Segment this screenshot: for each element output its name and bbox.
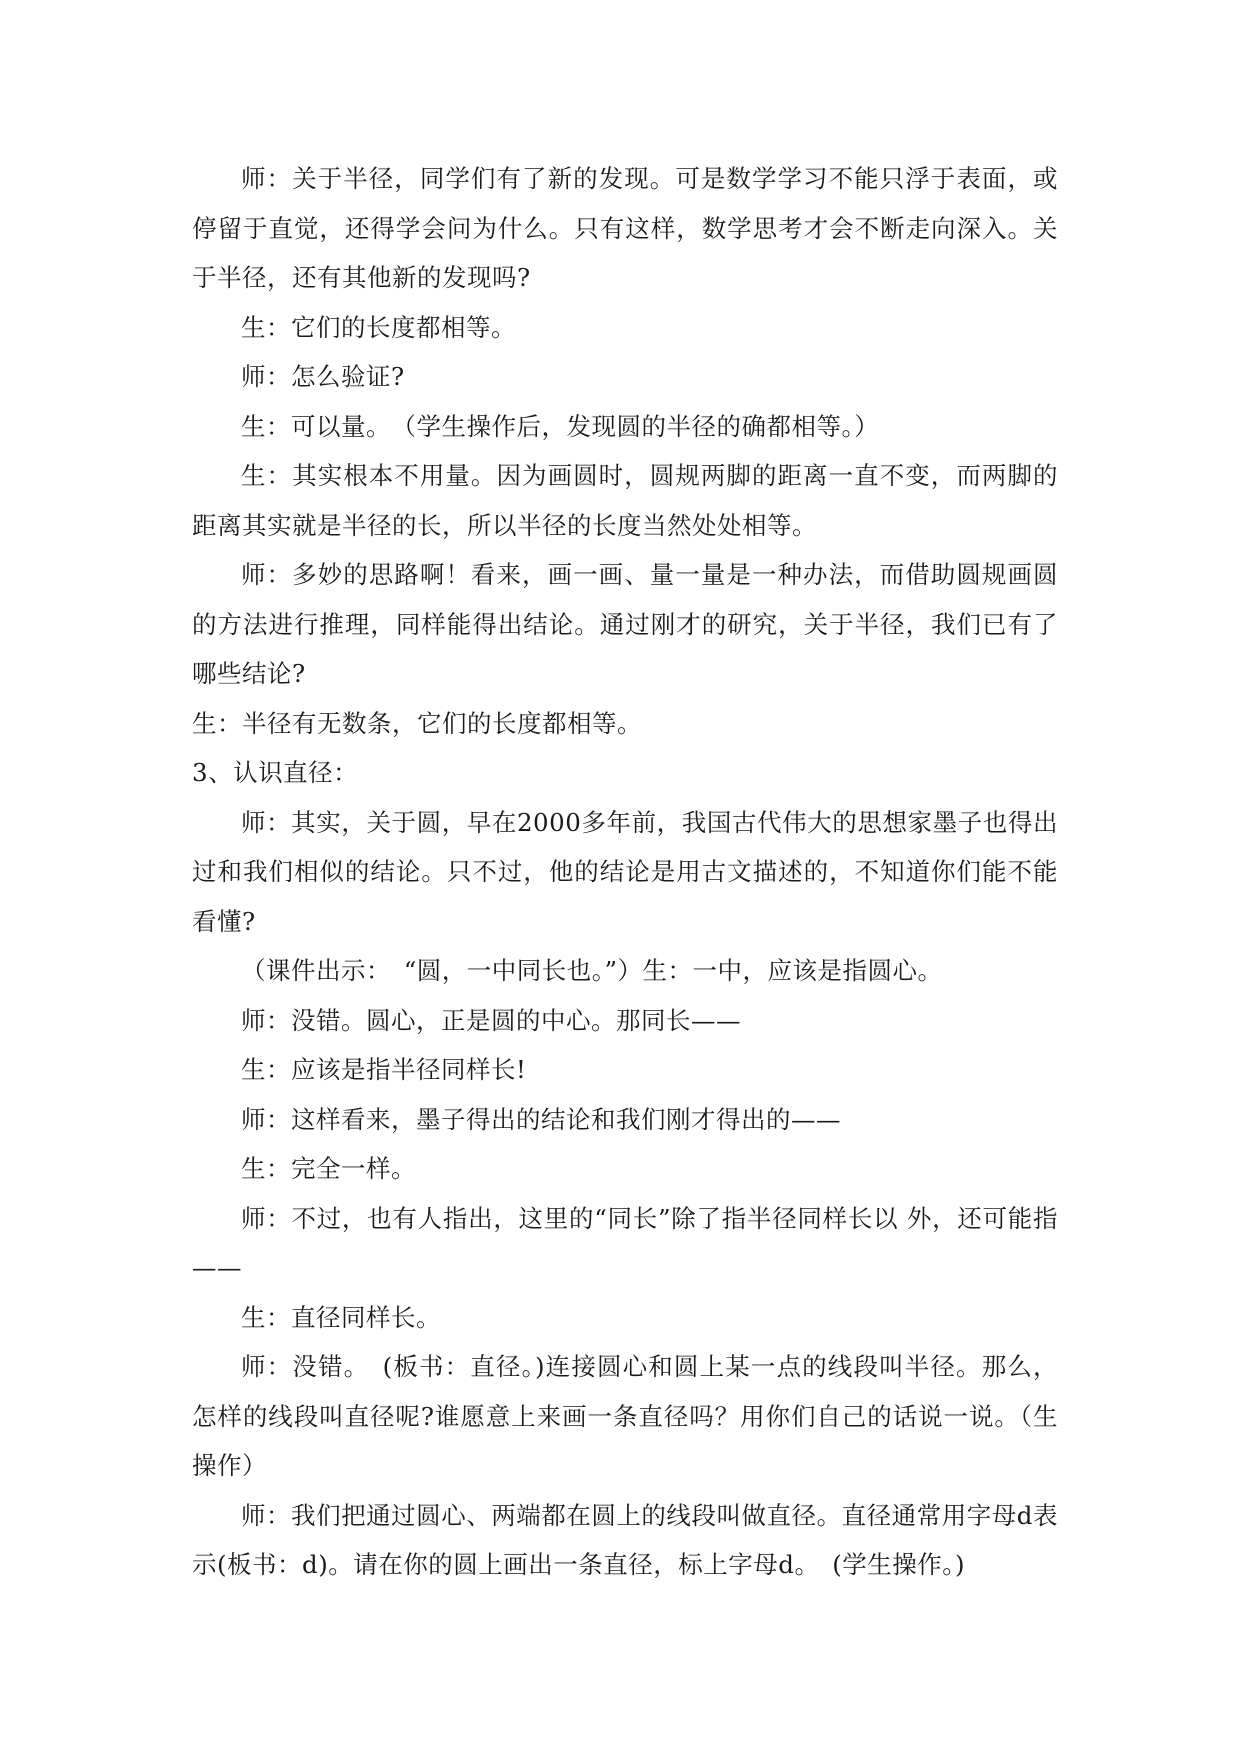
paragraph-courseware-quote: （课件出示： “圆，一中同长也。”）生：一中，应该是指圆心。 xyxy=(241,956,943,985)
paragraph-student-compass-reasoning: 生：其实根本不用量。因为画圆时，圆规两脚的距离一直不变，而两脚的距离其实就是半径的长，所以半径的长度当然处处相等。 xyxy=(192,461,1058,540)
document-body xyxy=(192,154,1058,1590)
paragraph-student-radius-conclusion: 生：半径有无数条，它们的长度都相等。 xyxy=(192,708,642,738)
paragraph-teacher-conclusions: 师：多妙的思路啊！看来，画一画、量一量是一种办法，而借助圆规画圆的方法进行推理，同样能得出结论。通过刚才的研究，关于半径，我们已有了哪些结论? xyxy=(192,560,1058,688)
paragraph-teacher-mozi-conclusion: 师：这样看来，墨子得出的结论和我们刚才得出的—— xyxy=(241,1104,841,1134)
paragraph-teacher-same-length: 师：不过，也有人指出，这里的“同长”除了指半径同样长以 外，还可能指—— xyxy=(192,1203,1058,1282)
paragraph-student-same-radius: 生：应该是指半径同样长! xyxy=(241,1055,527,1084)
section-heading-diameter: 3、认识直径： xyxy=(192,758,359,787)
paragraph-teacher-radius-discovery: 师：关于半径，同学们有了新的发现。可是数学学习不能只浮于表面，或停留于直觉，还得学会问为什么。只有这样，数学思考才会不断走向深入。关于半径，还有其他新的发现吗? xyxy=(192,164,1058,292)
paragraph-student-diameter-same: 生：直径同样长。 xyxy=(241,1302,441,1332)
paragraph-teacher-center: 师：没错。圆心，正是圆的中心。那同长—— xyxy=(241,1005,741,1035)
paragraph-student-identical: 生：完全一样。 xyxy=(241,1154,416,1183)
paragraph-teacher-define-diameter: 师：没错。 (板书：直径。)连接圆心和圆上某一点的线段叫半径。那么，怎样的线段叫直径呢?谁愿意上来画一条直径吗？用你们自己的话说一说。（生操作） xyxy=(192,1352,1058,1480)
paragraph-teacher-diameter-d: 师：我们把通过圆心、两端都在圆上的线段叫做直径。直径通常用字母d表示(板书：d)。请在你的圆上画出一条直径，标上字母d。 (学生操作。) xyxy=(192,1500,1058,1579)
paragraph-teacher-mozi: 师：其实，关于圆，早在2000多年前，我国古代伟大的思想家墨子也得出过和我们相似的结论。只不过，他的结论是用古文描述的，不知道你们能不能看懂? xyxy=(192,807,1058,936)
paragraph-student-measure: 生：可以量。 （学生操作后，发现圆的半径的确都相等。） xyxy=(241,411,880,441)
paragraph-student-equal-length: 生：它们的长度都相等。 xyxy=(241,312,516,342)
paragraph-teacher-how-verify: 师：怎么验证? xyxy=(241,362,405,391)
